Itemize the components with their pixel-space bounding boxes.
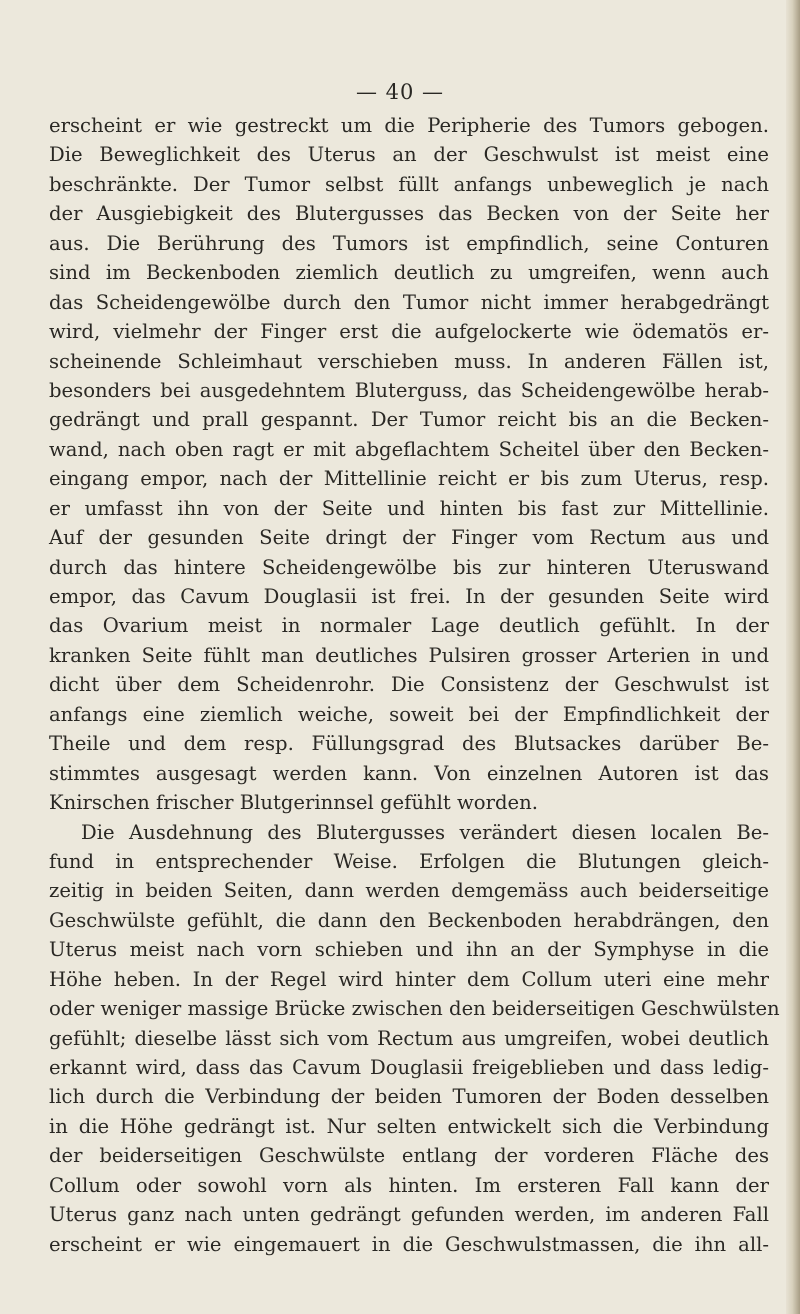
text-line: oder weniger massige Brücke zwischen den beiderseitigen Geschwülsten: [49, 997, 780, 1021]
text-line: Collum oder sowohl vorn als hinten. Im ersteren Fall kann der: [49, 1173, 769, 1197]
text-line: erkannt wird, dass das Cavum Douglasii freigeblieben und dass ledig-: [49, 1056, 769, 1079]
text-line: wand, nach oben ragt er mit abgeflachtem Scheitel über den Becken-: [49, 437, 769, 461]
text-line: gefühlt; dieselbe lässt sich vom Rectum aus umgreifen, wobei deutlich: [49, 1026, 769, 1050]
text-line: Höhe heben. In der Regel wird hinter dem Collum uteri eine mehr: [49, 967, 769, 991]
text-line: er umfasst ihn von der Seite und hinten bis fast zur Mittellinie.: [49, 496, 769, 520]
text-line: wird, vielmehr der Finger erst die aufgelockerte wie ödematös er-: [49, 320, 769, 344]
text-line: Uterus ganz nach unten gedrängt gefunden werden, im anderen Fall: [49, 1203, 769, 1227]
text-line: empor, das Cavum Douglasii ist frei. In der gesunden Seite wird: [49, 585, 769, 608]
text-line: Geschwülste gefühlt, die dann den Beckenboden herabdrängen, den: [49, 908, 769, 932]
text-line: dicht über dem Scheidenrohr. Die Consistenz der Geschwulst ist: [49, 673, 769, 697]
text-line: Die Beweglichkeit des Uterus an der Geschwulst ist meist eine: [49, 143, 769, 167]
text-line: stimmtes ausgesagt werden kann. Von einzelnen Autoren ist das: [49, 761, 769, 785]
text-line: zeitig in beiden Seiten, dann werden demgemäss auch beiderseitige: [49, 879, 769, 903]
text-line: der beiderseitigen Geschwülste entlang der vorderen Fläche des: [49, 1144, 769, 1168]
text-line: besonders bei ausgedehntem Bluterguss, das Scheidengewölbe herab-: [49, 378, 769, 402]
text-line: aus. Die Berührung des Tumors ist empfindlich, seine Conturen: [49, 231, 769, 255]
text-line: erscheint er wie gestreckt um die Peripherie des Tumors gebogen.: [49, 114, 769, 137]
page-edge-shadow: [786, 0, 800, 1314]
text-line: Uterus meist nach vorn schieben und ihn an der Symphyse in die: [49, 938, 769, 962]
text-line: kranken Seite fühlt man deutliches Pulsiren grosser Arterien in und: [49, 643, 769, 667]
text-line: sind im Beckenboden ziemlich deutlich zu umgreifen, wenn auch: [49, 261, 769, 285]
text-line: in die Höhe gedrängt ist. Nur selten entwickelt sich die Verbindung: [49, 1114, 769, 1138]
paragraph-last-line: Knirschen frischer Blutgerinnsel gefühlt worden.: [49, 791, 538, 815]
text-line: Auf der gesunden Seite dringt der Finger vom Rectum aus und: [49, 526, 769, 550]
text-line: Theile und dem resp. Füllungsgrad des Blutsackes darüber Be-: [49, 732, 769, 756]
text-line: das Ovarium meist in normaler Lage deutlich gefühlt. In der: [49, 614, 769, 638]
text-line: eingang empor, nach der Mittellinie reicht er bis zum Uterus, resp.: [49, 467, 769, 491]
text-line: das Scheidengewölbe durch den Tumor nicht immer herabgedrängt: [49, 290, 769, 314]
text-line: anfangs eine ziemlich weiche, soweit bei der Empfindlichkeit der: [49, 702, 769, 726]
page-number: — 40 —: [355, 80, 445, 104]
text-line: der Ausgiebigkeit des Blutergusses das Becken von der Seite her: [49, 202, 769, 226]
text-line: erscheint er wie eingemauert in die Geschwulstmassen, die ihn all-: [49, 1232, 769, 1256]
text-line: durch das hintere Scheidengewölbe bis zur hinteren Uteruswand: [49, 555, 769, 579]
text-line: lich durch die Verbindung der beiden Tumoren der Boden desselben: [49, 1085, 769, 1109]
body-text: [49, 111, 780, 1259]
paragraph-first-line: Die Ausdehnung des Blutergusses verändert diesen localen Be-: [81, 820, 769, 844]
text-line: beschränkte. Der Tumor selbst füllt anfangs unbeweglich je nach: [49, 172, 769, 196]
text-line: fund in entsprechender Weise. Erfolgen die Blutungen gleich-: [49, 849, 769, 873]
text-line: gedrängt und prall gespannt. Der Tumor reicht bis an die Becken-: [49, 408, 769, 432]
text-line: scheinende Schleimhaut verschieben muss. In anderen Fällen ist,: [49, 349, 769, 373]
